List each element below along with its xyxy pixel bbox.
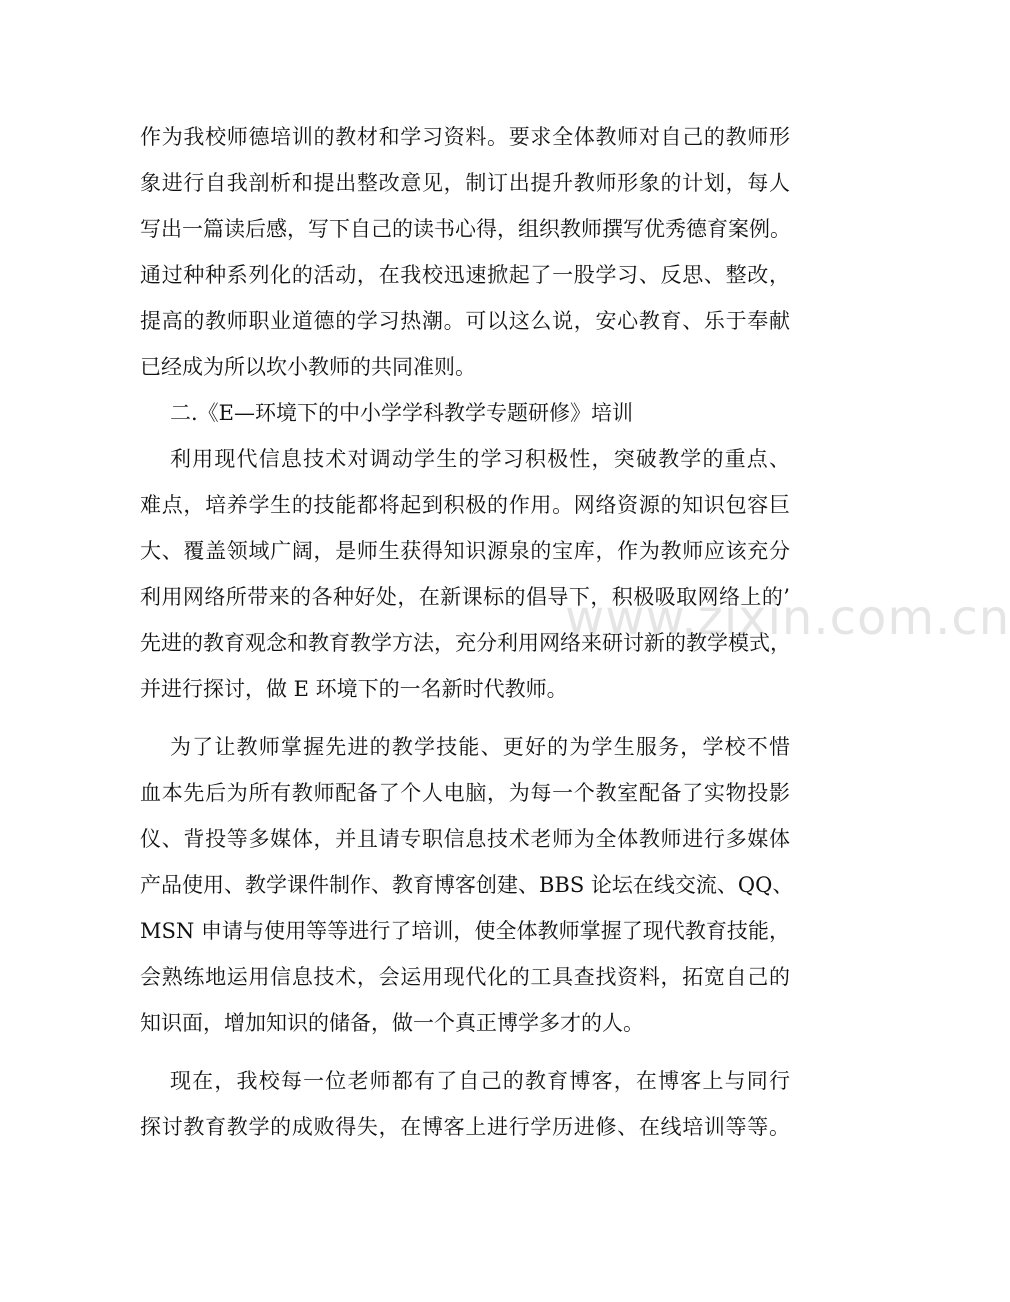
text-line: 通过种种系列化的活动，在我校迅速掀起了一股学习、反思、整改， xyxy=(140,263,790,287)
paragraph-gap xyxy=(140,712,790,724)
text-line: 大、覆盖领域广阔，是师生获得知识源泉的宝库，作为教师应该充分 xyxy=(140,539,790,563)
text-line: 会熟练地运用信息技术，会运用现代化的工具查找资料，拓宽自己的 xyxy=(140,965,790,989)
paragraph-gap xyxy=(140,1046,790,1058)
text-line: 仪、背投等多媒体，并且请专职信息技术老师为全体教师进行多媒体 xyxy=(140,827,790,851)
document-body xyxy=(140,114,794,1150)
text-line: 并进行探讨，做 E 环境下的一名新时代教师。 xyxy=(140,677,568,701)
text-line: 先进的教育观念和教育教学方法，充分利用网络来研讨新的教学模式， xyxy=(140,631,791,655)
text-line: 作为我校师德培训的教材和学习资料。要求全体教师对自己的教师形 xyxy=(140,125,790,149)
text-line: 利用现代信息技术对调动学生的学习积极性，突破教学的重点、 xyxy=(170,447,790,471)
text-line: 探讨教育教学的成败得失，在博客上进行学历进修、在线培训等等。 xyxy=(140,1115,790,1139)
text-line: 利用网络所带来的各种好处，在新课标的倡导下，积极吸取网络上的’ xyxy=(140,585,790,609)
text-line: 知识面，增加知识的储备，做一个真正博学多才的人。 xyxy=(140,1011,644,1035)
text-line: 象进行自我剖析和提出整改意见，制订出提升教师形象的计划，每人 xyxy=(140,171,790,195)
text-line: 提高的教师职业道德的学习热潮。可以这么说，安心教育、乐于奉献 xyxy=(140,309,790,333)
watermark: www.zixin.com.cn xyxy=(565,590,1010,646)
text-line: 已经成为所以坎小教师的共同准则。 xyxy=(140,355,476,379)
paragraph-e-environment xyxy=(140,436,790,712)
section-heading: 二.《E—环境下的中小学学科教学专题研修》培训 xyxy=(170,401,634,425)
text-line: 现在，我校每一位老师都有了自己的教育博客，在博客上与同行 xyxy=(170,1069,790,1093)
text-line: 产品使用、教学课件制作、教育博客创建、BBS 论坛在线交流、QQ、 xyxy=(140,873,794,897)
paragraph-education-blog xyxy=(140,1058,790,1150)
text-line: 为了让教师掌握先进的教学技能、更好的为学生服务，学校不惜 xyxy=(170,735,790,759)
paragraph-teacher-ethics xyxy=(140,114,790,390)
text-line: 难点，培养学生的技能都将起到积极的作用。网络资源的知识包容巨 xyxy=(140,493,790,517)
text-line: MSN 申请与使用等等进行了培训，使全体教师掌握了现代教育技能， xyxy=(140,919,790,943)
text-line: 写出一篇读后感，写下自己的读书心得，组织教师撰写优秀德育案例。 xyxy=(140,217,791,241)
text-line: 血本先后为所有教师配备了个人电脑，为每一个教室配备了实物投影 xyxy=(140,781,790,805)
paragraph-teaching-skills xyxy=(140,724,794,1046)
